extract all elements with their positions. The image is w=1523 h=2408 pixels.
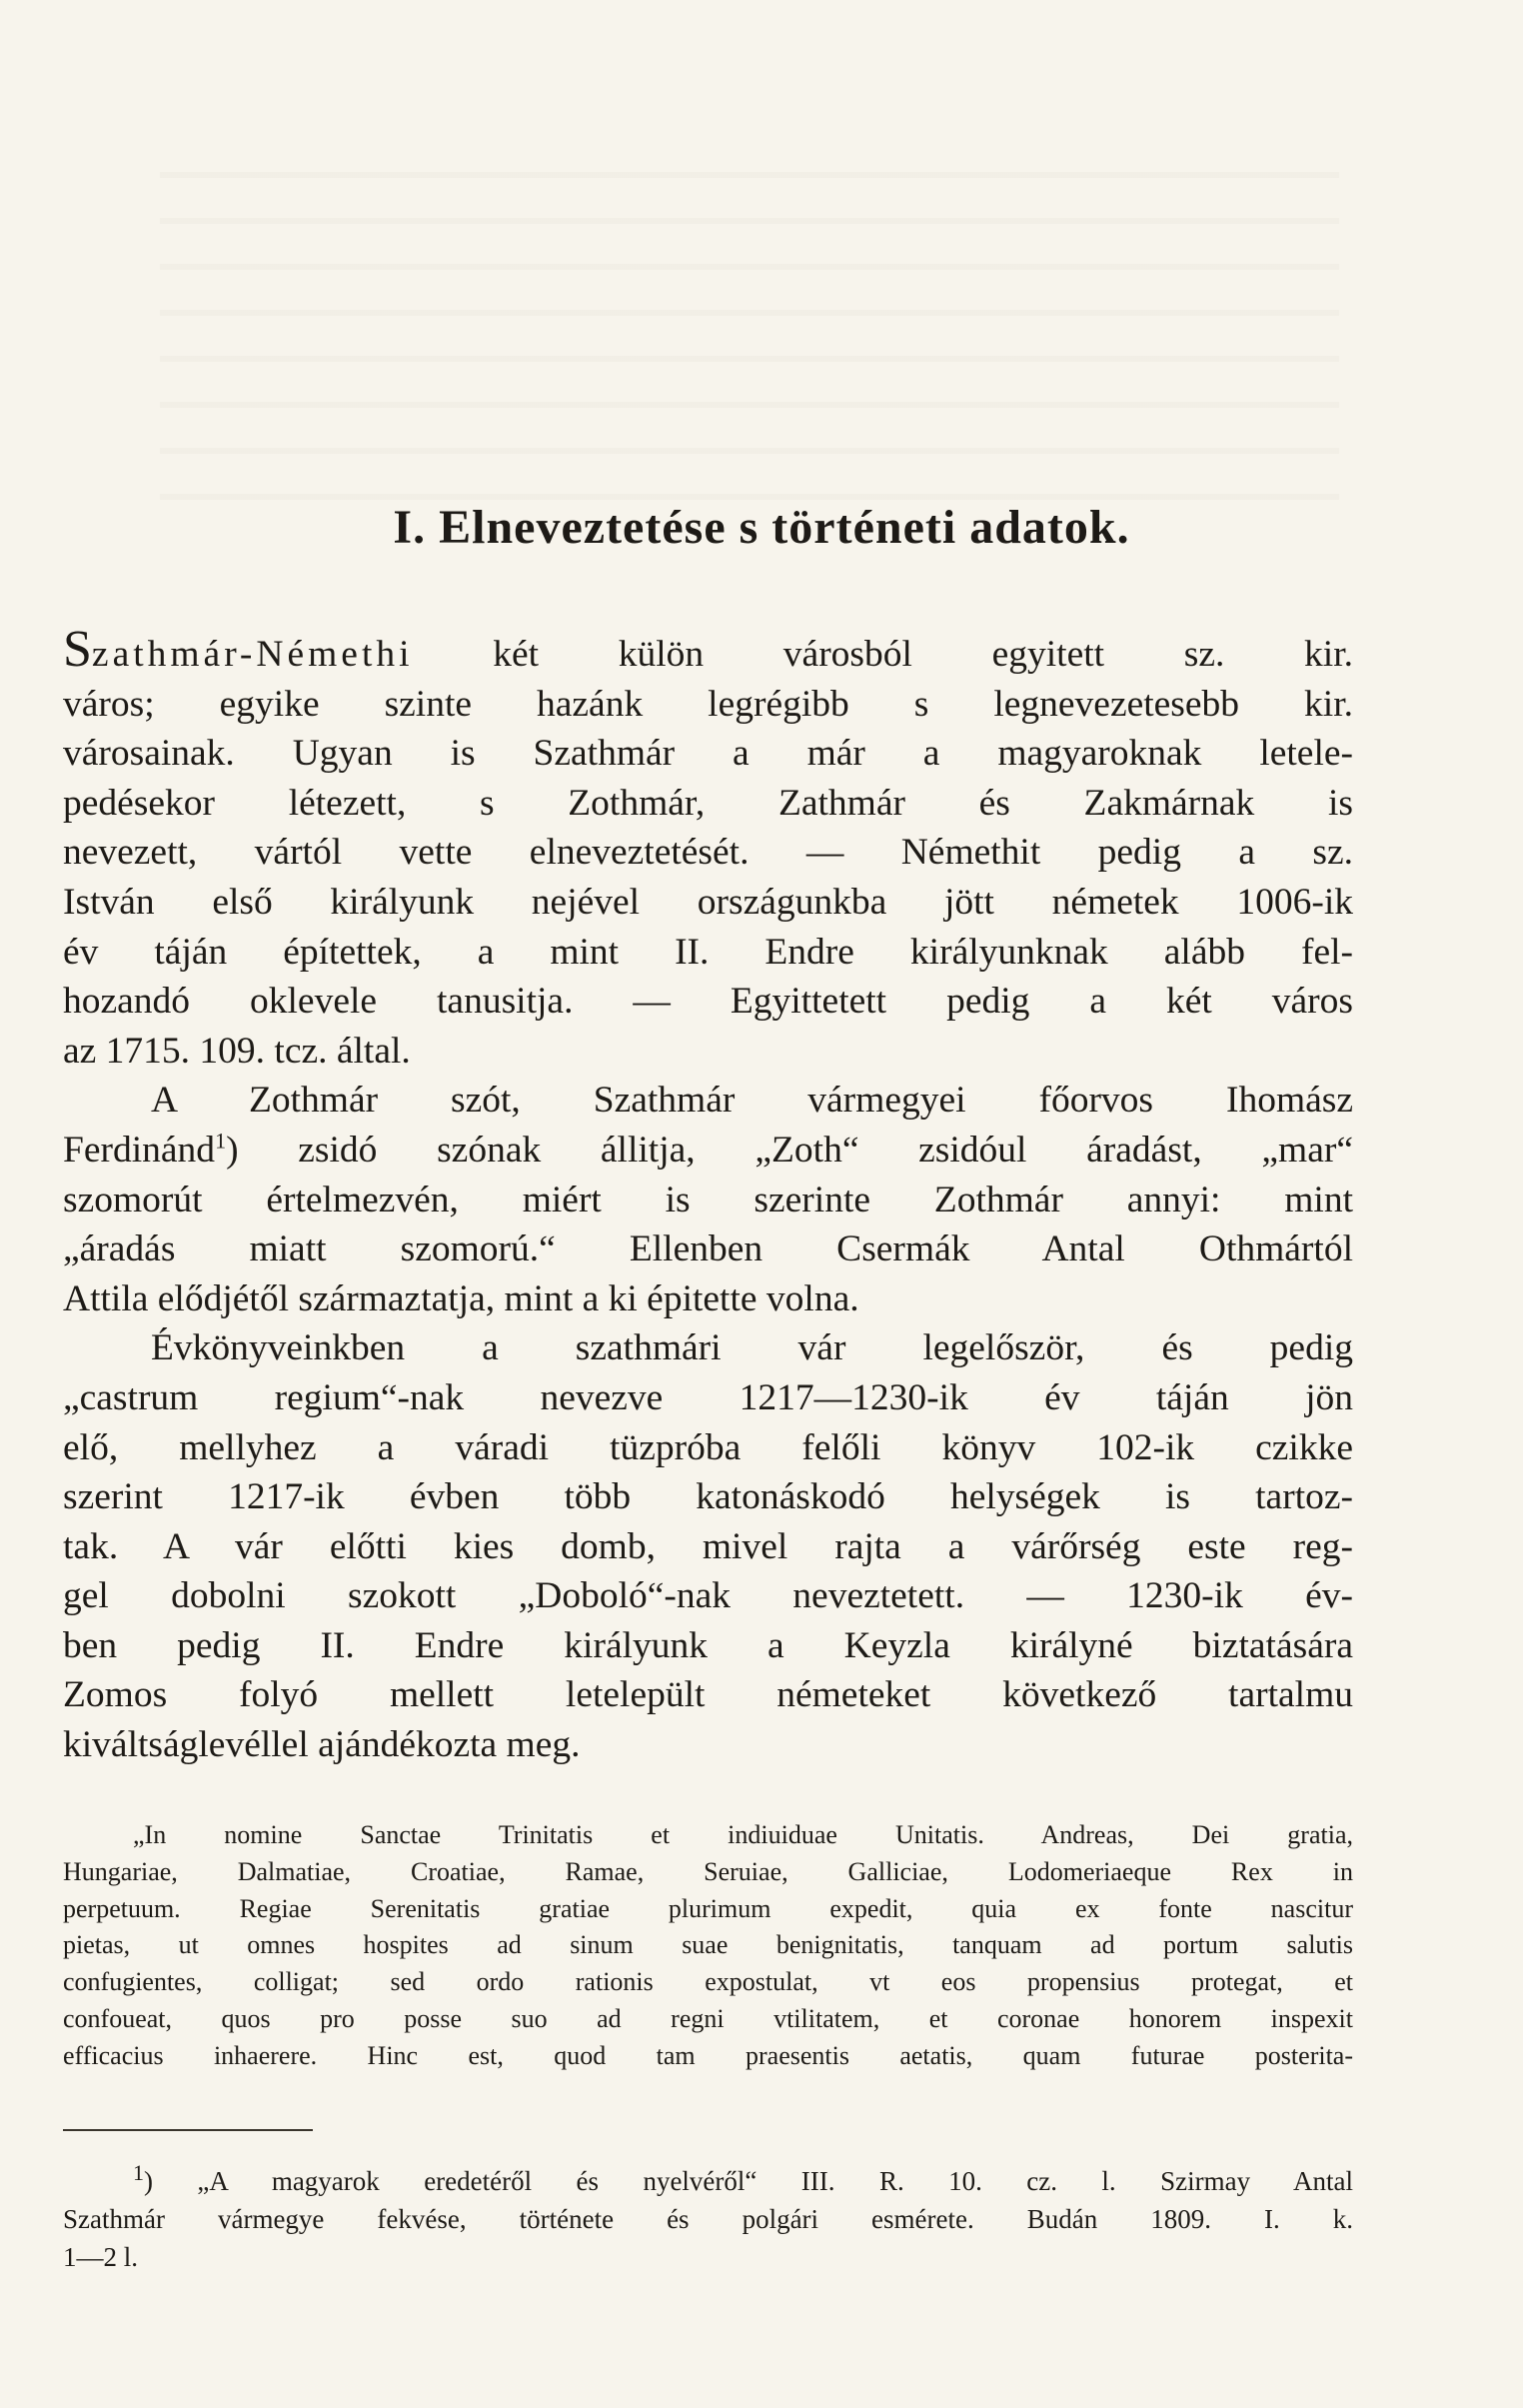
footnote-line: $^1$) „A magyarok eredetéről és nyelvéről“ III. R. 10. cz. l. Szirmay Antal [133,2160,1353,2196]
quote-line: perpetuum. Regiae Serenitatis gratiae plurimum expedit, quia ex fonte nascitur [63,1893,1353,1923]
text-line: nevezett, vártól vette elneveztetését. — Némethit pedig a sz. [63,832,1353,874]
text-line: pedésekor létezett, s Zothmár, Zathmár és Zakmárnak is [63,782,1353,824]
quote-line: Hungariae, Dalmatiae, Croatiae, Ramae, Seruiae, Galliciae, Lodomeriaeque Rex in [63,1856,1353,1886]
text-line: elő, mellyhez a váradi tüzpróba felőli könyv 102-ik czikke [63,1426,1353,1468]
text-line: A Zothmár szót, Szathmár vármegyei főorvos Ihomász [151,1080,1353,1122]
text-line: „castrum regium“-nak nevezve 1217—1230-ik év táján jön [63,1376,1353,1418]
text-line: szomorút értelmezvén, miért is szerinte Zothmár annyi: mint [63,1179,1353,1220]
text-line: hozandó oklevele tanusitja. — Egyittetett pedig a két város [63,981,1353,1023]
quote-line: efficacius inhaerere. Hinc est, quod tam praesentis aetatis, quam futurae posterita- [63,2040,1353,2070]
quote-line: confugientes, colligat; sed ordo rationis expostulat, vt eos propensius protegat, et [63,1967,1353,1997]
footnote-line: Szathmár vármegye fekvése, története és polgári esmérete. Budán 1809. I. k. [63,2204,1353,2234]
text-line: „áradás miatt szomorú.“ Ellenben Csermák Antal Othmártól [63,1228,1353,1270]
text-line: az 1715. 109. tcz. által. [63,1030,411,1072]
text-line: év táján építettek, a mint II. Endre királyunknak alább fel- [63,931,1353,973]
text-line: Zomos folyó mellett letelepült németeket következő tartalmu [63,1674,1353,1716]
chapter-heading: I. Elneveztetése s történeti adatok. [393,501,1130,554]
text-line: Szathmár-Némethi két külön városból egyitett sz. kir. [63,621,1353,678]
text-line: Ferdinánd$^1$) zsidó szónak állitja, „Zoth“ zsidóul áradást, „mar“ [63,1128,1353,1171]
show-through-text [160,170,1339,500]
latin-charter-quote [63,1817,1353,2075]
text-line: városainak. Ugyan is Szathmár a már a magyaroknak letele- [63,733,1353,775]
footnote [63,2162,1353,2276]
footnote-divider [63,2129,313,2131]
footnote-line: 1—2 l. [63,2242,139,2272]
text-line: tak. A vár előtti kies domb, mivel rajta a várőrség este reg- [63,1525,1353,1567]
quote-line: confoueat, quos pro posse suo ad regni vtilitatem, et coronae honorem inspexit [63,2003,1353,2033]
text-line: Évkönyveinkben a szathmári vár legelőször, és pedig [151,1327,1353,1369]
text-line: ben pedig II. Endre királyunk a Keyzla királyné biztatására [63,1624,1353,1666]
footnote-mark: 1 [133,2160,144,2185]
footnote-mark: 1 [215,1128,227,1154]
text-line: város; egyike szinte hazánk legrégibb s legnevezetesebb kir. [63,683,1353,725]
quote-line: pietas, ut omnes hospites ad sinum suae benignitatis, tanquam ad portum salutis [63,1930,1353,1960]
text-line: kiváltságlevéllel ajándékozta meg. [63,1724,581,1766]
spaced-name: zathmár-Némethi [91,634,414,675]
text-line: gel dobolni szokott „Doboló“-nak neveztetett. — 1230-ik év- [63,1575,1353,1617]
text-line: szerint 1217-ik évben több katonáskodó helységek is tartoz- [63,1476,1353,1518]
quote-line: „In nomine Sanctae Trinitatis et indiuiduae Unitatis. Andreas, Dei gratia, [133,1820,1353,1849]
text-line: Attila elődjétől származtatja, mint a ki épitette volna. [63,1277,859,1319]
text-line: István első királyunk nejével országunkba jött németek 1006-ik [63,881,1353,923]
drop-capital: S [63,621,92,678]
main-text [63,621,1353,1770]
